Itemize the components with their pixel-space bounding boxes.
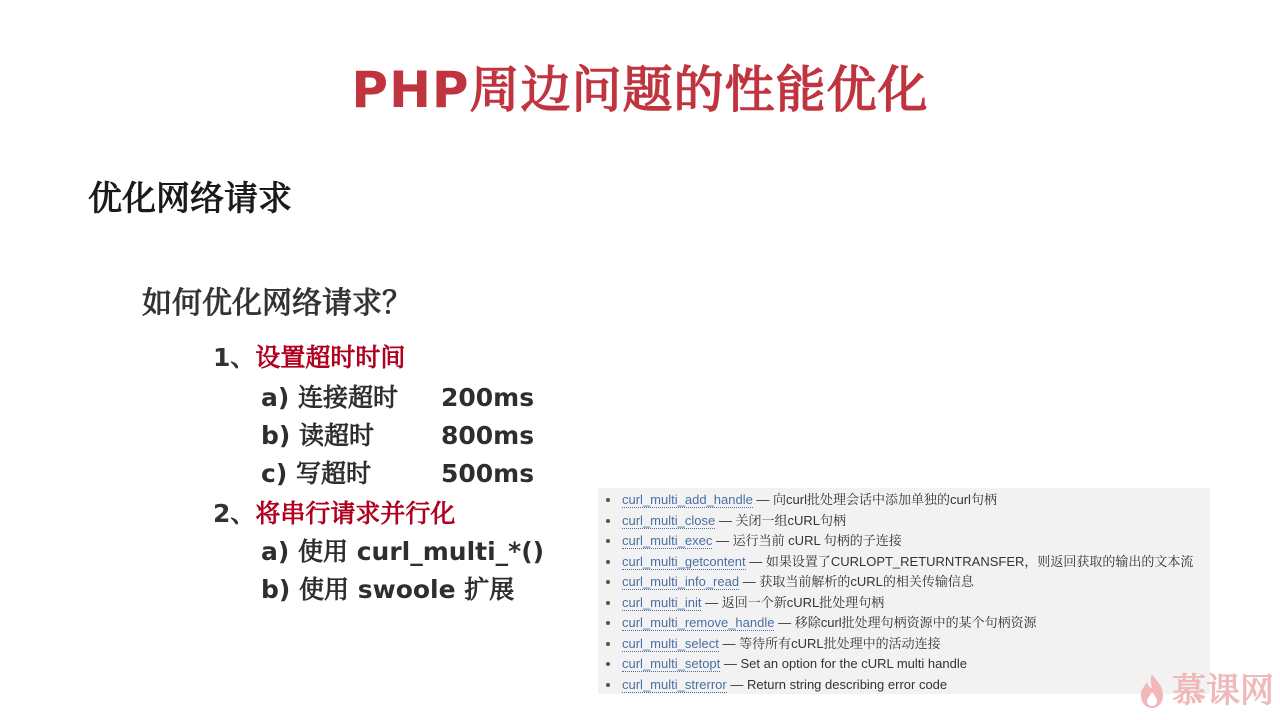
list-item bbox=[598, 490, 1210, 511]
subitem-label: c) 写超时 bbox=[261, 459, 371, 488]
separator: — bbox=[712, 533, 733, 548]
function-description: 等待所有cURL批处理中的活动连接 bbox=[739, 635, 941, 651]
subitem-label: b) 使用 swoole 扩展 bbox=[261, 575, 515, 604]
bullet-icon bbox=[606, 683, 610, 687]
function-link[interactable]: curl_multi_setopt bbox=[622, 656, 721, 671]
function-description: 获取当前解析的cURL的相关传输信息 bbox=[759, 574, 974, 589]
section-heading: 优化网络请求 bbox=[88, 179, 292, 219]
step-2-number: 2、 bbox=[213, 499, 256, 528]
function-description: Return string describing error code bbox=[746, 676, 948, 692]
list-item bbox=[598, 531, 1210, 552]
list-item bbox=[598, 572, 1210, 593]
subitem-value: 800ms bbox=[441, 421, 535, 450]
function-description: 向curl批处理会话中添加单独的curl句柄 bbox=[773, 492, 997, 507]
step-1 bbox=[213, 340, 405, 376]
list-item bbox=[598, 593, 1210, 614]
function-link[interactable]: curl_multi_strerror bbox=[622, 676, 727, 692]
list-item bbox=[598, 675, 1210, 696]
separator: — bbox=[720, 656, 741, 671]
separator: — bbox=[739, 574, 760, 589]
slide-title: PHP周边问题的性能优化 bbox=[351, 61, 929, 119]
step-1-number: 1、 bbox=[213, 343, 256, 372]
question-heading: 如何优化网络请求？ bbox=[142, 286, 412, 321]
function-link[interactable]: curl_multi_exec bbox=[622, 533, 713, 548]
function-link[interactable]: curl_multi_add_handle bbox=[622, 492, 753, 507]
separator: — bbox=[715, 512, 736, 528]
bullet-icon bbox=[606, 498, 610, 502]
step-2-text: 将串行请求并行化 bbox=[255, 499, 456, 528]
function-link[interactable]: curl_multi_select bbox=[622, 635, 719, 651]
step-1-subitem-read-timeout bbox=[261, 418, 535, 454]
step-1-text: 设置超时时间 bbox=[255, 343, 406, 372]
subitem-value: 500ms bbox=[441, 459, 535, 488]
subitem-label: b) 读超时 bbox=[261, 421, 375, 450]
function-link[interactable]: curl_multi_init bbox=[622, 594, 702, 610]
function-description: 运行当前 cURL 句柄的子连接 bbox=[732, 533, 902, 548]
step-1-subitem-write-timeout bbox=[261, 456, 535, 492]
flame-icon bbox=[1138, 672, 1166, 710]
bullet-icon bbox=[606, 560, 610, 564]
logo-text: 慕课网 bbox=[1172, 671, 1274, 711]
list-item bbox=[598, 552, 1210, 573]
separator: — bbox=[718, 635, 740, 651]
function-link[interactable]: curl_multi_close bbox=[622, 512, 716, 528]
function-link[interactable]: curl_multi_info_read bbox=[622, 574, 740, 589]
step-2 bbox=[213, 496, 455, 532]
list-item bbox=[598, 613, 1210, 634]
list-item bbox=[598, 654, 1210, 675]
function-description: Set an option for the cURL multi handle bbox=[740, 656, 967, 671]
function-description: 如果设置了CURLOPT_RETURNTRANSFER，则返回获取的输出的文本流 bbox=[765, 553, 1194, 569]
separator: — bbox=[752, 492, 774, 507]
bullet-icon bbox=[606, 519, 610, 523]
reference-list bbox=[598, 490, 1210, 695]
separator: — bbox=[745, 553, 766, 569]
subitem-label: a) 连接超时 bbox=[261, 383, 398, 412]
bullet-icon bbox=[606, 580, 610, 584]
step-2-subitem-swoole bbox=[261, 572, 514, 608]
curl-multi-reference-panel bbox=[598, 488, 1210, 694]
separator: — bbox=[701, 594, 722, 610]
list-item bbox=[598, 634, 1210, 655]
brand-logo bbox=[1138, 668, 1274, 714]
subitem-value: 200ms bbox=[441, 383, 535, 412]
function-description: 返回一个新cURL批处理句柄 bbox=[721, 594, 885, 610]
bullet-icon bbox=[606, 662, 610, 666]
step-1-subitem-connect-timeout bbox=[261, 380, 535, 416]
bullet-icon bbox=[606, 539, 610, 543]
bullet-icon bbox=[606, 601, 610, 605]
separator: — bbox=[726, 676, 747, 692]
function-link[interactable]: curl_multi_remove_handle bbox=[622, 615, 775, 630]
function-description: 关闭一组cURL句柄 bbox=[735, 512, 846, 528]
bullet-icon bbox=[606, 621, 610, 625]
function-description: 移除curl批处理句柄资源中的某个句柄资源 bbox=[794, 615, 1037, 630]
bullet-icon bbox=[606, 642, 610, 646]
subitem-label: a) 使用 curl_multi_*() bbox=[261, 537, 545, 566]
step-2-subitem-curl-multi bbox=[261, 534, 544, 570]
list-item bbox=[598, 511, 1210, 532]
function-link[interactable]: curl_multi_getcontent bbox=[622, 553, 746, 569]
separator: — bbox=[774, 615, 795, 630]
